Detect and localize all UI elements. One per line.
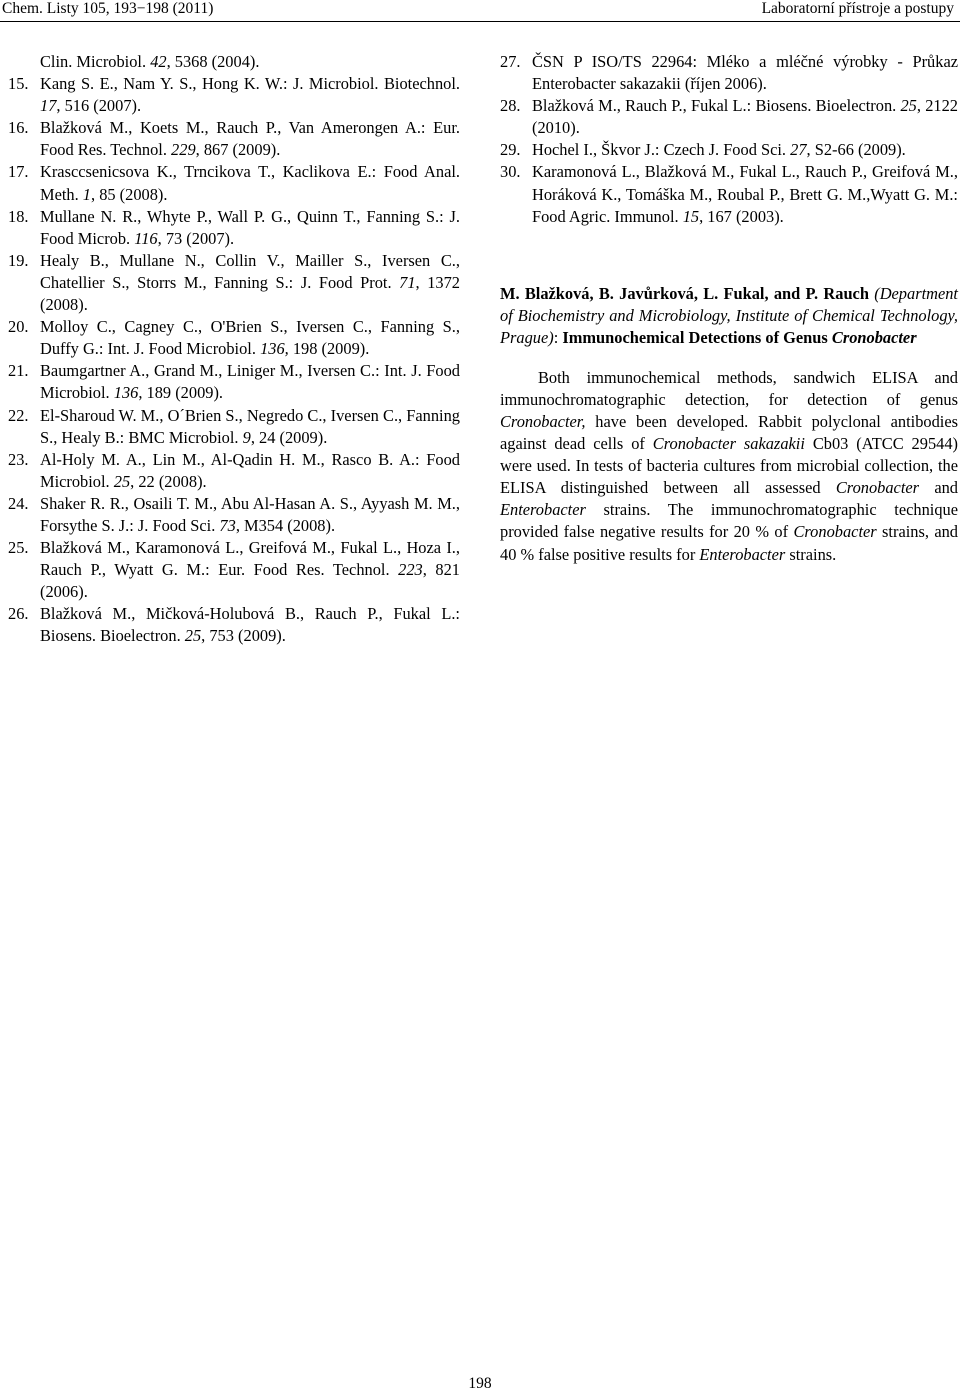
reference-number: 28.: [500, 96, 521, 116]
reference-item: [500, 139, 958, 161]
right-column: [500, 51, 958, 566]
reference-text: Blažková M., Mičková-Holubová B., Rauch P., Fukal L.: Biosens. Bioelectron. 25, 753 (2009).: [40, 604, 460, 646]
reference-item: [8, 405, 460, 449]
reference-text: El-Sharoud W. M., O´Brien S., Negredo C., Iversen C., Fanning S., Healy B.: BMC Microbiol. 9, 24 (2009).: [40, 405, 460, 447]
reference-text: ČSN P ISO/TS 22964: Mléko a mléčné výrobky - Průkaz Enterobacter sakazakii (říjen 2006).: [532, 52, 958, 94]
reference-item: [500, 51, 958, 95]
reference-item: [500, 95, 958, 139]
reference-number: [8, 51, 40, 73]
reference-number: 19.: [8, 250, 29, 270]
reference-number: 27.: [500, 52, 521, 71]
reference-item: [8, 161, 460, 205]
reference-number: 29.: [500, 140, 521, 160]
reference-text: Clin. Microbiol. 42, 5368 (2004).: [40, 52, 260, 71]
reference-text: Krasccsenicsova K., Trncikova T., Kaclikova E.: Food Anal. Meth. 1, 85 (2008).: [40, 162, 460, 204]
reference-number: 26.: [8, 604, 29, 624]
reference-item: [8, 493, 460, 537]
reference-text: Hochel I., Škvor J.: Czech J. Food Sci. 27, S2-66 (2009).: [532, 140, 906, 160]
reference-item: [8, 250, 460, 316]
reference-item: [8, 117, 460, 161]
reference-number: 15.: [8, 74, 29, 94]
reference-number: 21.: [8, 361, 29, 381]
reference-number: 24.: [8, 493, 29, 513]
reference-number: 17.: [8, 162, 29, 182]
reference-text: Karamonová L., Blažková M., Fukal L., Rauch P., Greifová M., Horáková K., Tomáška M., Roubal P., Brett G. M.,Wyatt G. M.: Food Agric. Immunol. 15, 167 (2003).: [532, 162, 958, 226]
abstract-title: Immunochemical Detections of Genus Cronobacter: [562, 327, 917, 347]
reference-text: Mullane N. R., Whyte P., Wall P. G., Quinn T., Fanning S.: J. Food Microb. 116, 73 (2007).: [40, 206, 460, 248]
reference-text: Shaker R. R., Osaili T. M., Abu Al-Hasan A. S., Ayyash M. M., Forsythe S. J.: J. Food Sci. 73, M354 (2008).: [40, 493, 460, 535]
section-title: Laboratorní přístroje a postupy: [761, 0, 954, 17]
journal-citation: Chem. Listy 105, 193−198 (2011): [2, 0, 214, 17]
reference-item: [500, 161, 958, 227]
reference-text: Blažková M., Karamonová L., Greifová M., Fukal L., Hoza I., Rauch P., Wyatt G. M.: Eur. Food Res. Technol. 223, 821 (2006).: [40, 538, 460, 602]
reference-item: [8, 316, 460, 360]
reference-number: 25.: [8, 538, 29, 558]
reference-number: 30.: [500, 162, 521, 182]
running-header: [0, 0, 960, 22]
reference-text: Blažková M., Rauch P., Fukal L.: Biosens. Bioelectron. 25, 2122 (2010).: [532, 96, 958, 138]
reference-text: Blažková M., Koets M., Rauch P., Van Amerongen A.: Eur. Food Res. Technol. 229, 867 (2009).: [40, 118, 460, 160]
reference-number: 23.: [8, 449, 29, 469]
abstract-affiliation: (Department of Biochemistry and Microbiology, Institute of Chemical Technology, Prague): [500, 283, 958, 347]
reference-number: 22.: [8, 405, 29, 425]
reference-text: Al-Holy M. A., Lin M., Al-Qadin H. M., Rasco B. A.: Food Microbiol. 25, 22 (2008).: [40, 449, 460, 491]
reference-item: [8, 73, 460, 117]
reference-item: [8, 360, 460, 404]
reference-number: 20.: [8, 317, 29, 337]
reference-number: 18.: [8, 206, 29, 226]
reference-item: [8, 51, 460, 73]
reference-item: [8, 206, 460, 250]
reference-item: [8, 449, 460, 493]
page-number: 198: [468, 1375, 492, 1392]
reference-number: 16.: [8, 118, 29, 138]
reference-item: [8, 537, 460, 603]
reference-text: Baumgartner A., Grand M., Liniger M., Iversen C.: Int. J. Food Microbiol. 136, 189 (2009).: [40, 361, 460, 403]
abstract-body: Both immunochemical methods, sandwich ELISA and immunochromatographic detection, for detection of genus Cronobacter, have been developed. Rabbit polyclonal antibodies against dead cells of Cronobacter sakazakii Cb03 (ATCC 29544) were used. In tests of bacteria cultures from microbial collection, the ELISA distinguished between all assessed Cronobacter and Enterobacter strains. The immunochromatographic technique provided false negative results for 20 % of Cronobacter strains, and 40 % false positive results for Enterobacter strains.: [500, 367, 958, 564]
reference-text: Healy B., Mullane N., Collin V., Mailler S., Iversen C., Chatellier S., Storrs M., Fanning S.: J. Food Prot. 71, 1372 (2008).: [40, 250, 460, 315]
abstract-heading: M. Blažková, B. Javůrková, L. Fukal, and P. Rauch (Department of Biochemistry and Microbiology, Institute of Chemical Technology, Prague): Immunochemical Detections of Genus Cronobacter: [500, 283, 958, 347]
abstract-authors: M. Blažková, B. Javůrková, L. Fukal, and P. Rauch: [500, 283, 869, 303]
reference-item: [8, 603, 460, 647]
reference-text: Molloy C., Cagney C., O'Brien S., Iversen C., Fanning S., Duffy G.: Int. J. Food Microbiol. 136, 198 (2009).: [40, 317, 460, 359]
header-rule: [0, 21, 960, 22]
right-column-references: [500, 51, 958, 228]
reference-text: Kang S. E., Nam Y. S., Hong K. W.: J. Microbiol. Biotechnol. 17, 516 (2007).: [40, 74, 460, 116]
left-column-references: [8, 51, 460, 648]
